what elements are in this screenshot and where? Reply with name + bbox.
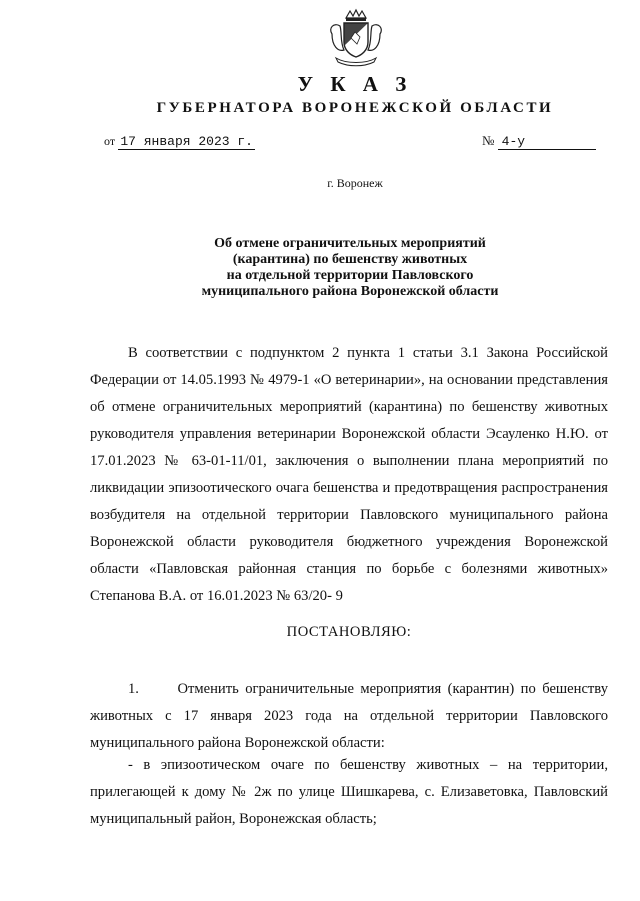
- decree-word: ПОСТАНОВЛЯЮ:: [286, 624, 412, 640]
- heading-line: (карантина) по бешенству животных: [232, 252, 468, 267]
- number-value: 4-у: [498, 134, 596, 150]
- city-label: г. Воронеж: [327, 176, 383, 190]
- document-heading: [150, 236, 550, 300]
- preamble-paragraph: В соответствии с подпунктом 2 пункта 1 статьи 3.1 Закона Российской Федерации от 14.05.1993 № 4979-1 «О ветеринарии», на основании представления об отмене ограничительных мероприятий (карантина) по бешенству животных руководителя управления ветеринарии Воронежской области Эсауленко Н.Ю. от 17.01.2023 № 63-01-11/01, заключения о выполнении плана мероприятий по ликвидации эпизоотического очага бешенства и предотвращения распространения возбудителя на отдельной территории Павловского муниципального района Воронежской области руководителя бюджетного учреждения Воронежской области «Павловская районная станция по борьбе с болезнями животных» Степанова В.А. от 16.01.2023 № 63/20- 9: [90, 345, 608, 604]
- number-prefix: №: [482, 133, 495, 148]
- heading-line: на отдельной территории Павловского: [226, 268, 474, 283]
- document-type-title: У К А З: [297, 72, 413, 96]
- date-field: [104, 133, 255, 150]
- coat-of-arms-icon: [324, 8, 388, 68]
- date-prefix: от: [104, 134, 116, 148]
- number-field: [482, 133, 596, 150]
- heading-line: Об отмене ограничительных мероприятий: [214, 236, 486, 251]
- issuer-title: ГУБЕРНАТОРА ВОРОНЕЖСКОЙ ОБЛАСТИ: [156, 100, 554, 116]
- heading-line: муниципального района Воронежской области: [201, 284, 499, 299]
- clause-1-paragraph: 1. Отменить ограничительные мероприятия (карантин) по бешенству животных с 17 января 2023 года на отдельной территории Павловского муниципального района Воронежской области:: [90, 681, 608, 751]
- date-value: 17 января 2023 г.: [120, 134, 253, 149]
- clause-1-item: - в эпизоотическом очаге по бешенству животных – на территории, прилегающей к дому № 2ж по улице Шишкарева, с. Елизаветовка, Павловский муниципальный район, Воронежская область;: [90, 757, 608, 827]
